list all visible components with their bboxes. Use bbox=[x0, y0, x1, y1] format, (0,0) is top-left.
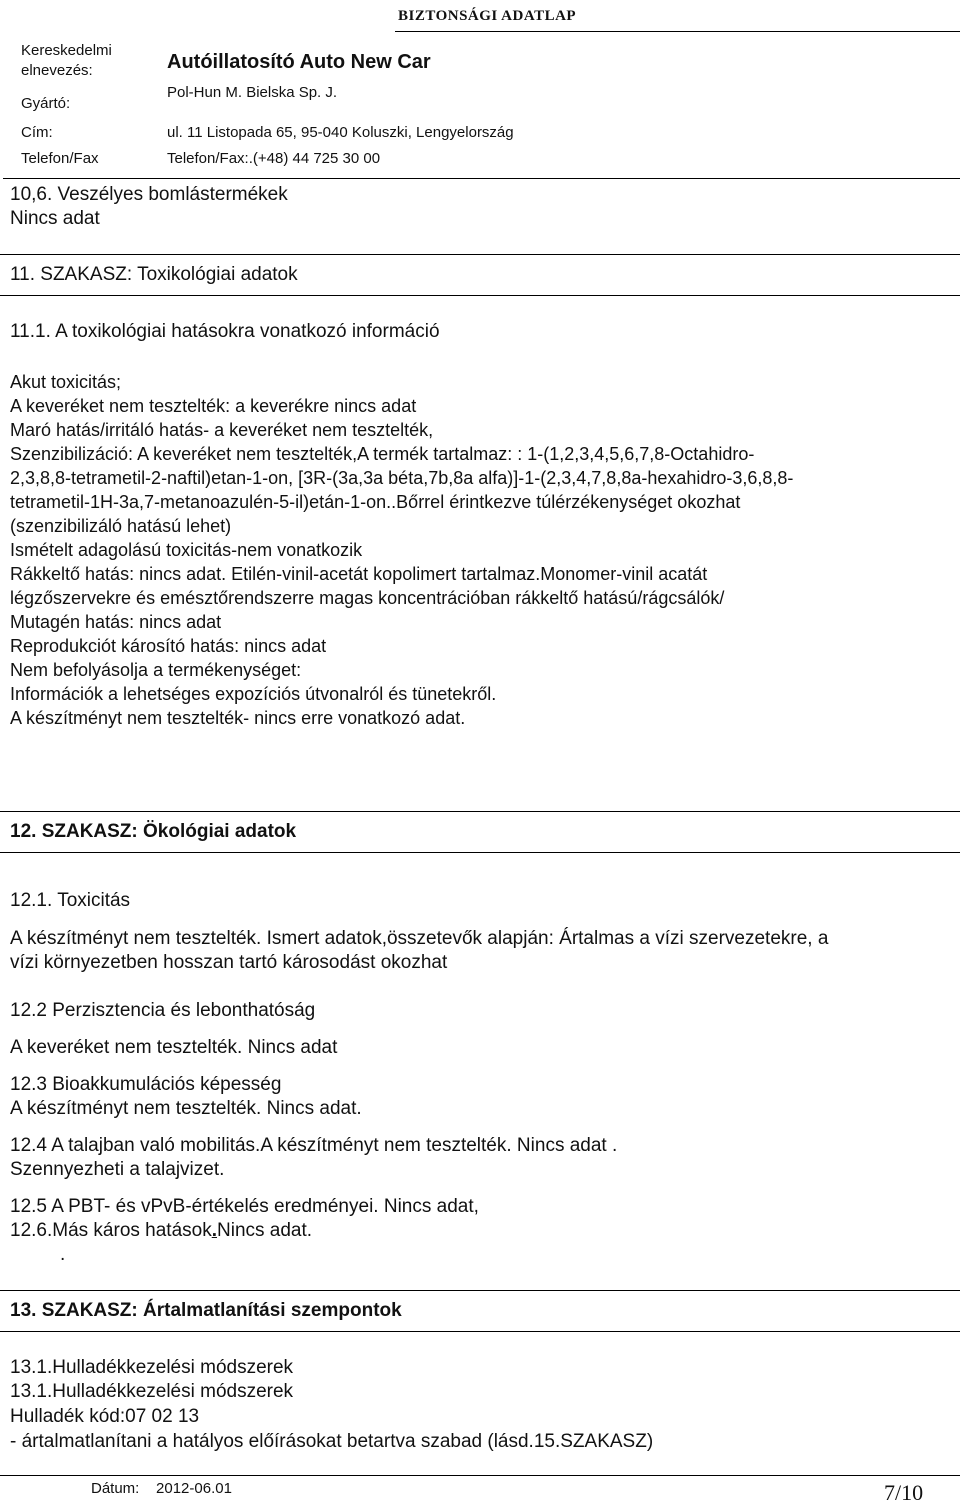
toxicology-text bbox=[10, 370, 793, 730]
waste-code: Hulladék kód:07 02 13 bbox=[10, 1406, 200, 1427]
disposal-text: - ártalmatlanítani a hatályos előírásokat betartva szabad (lásd.15.SZAKASZ) bbox=[10, 1431, 654, 1452]
toxicology-line: Ismételt adagolású toxicitás-nem vonatkozik bbox=[10, 540, 363, 560]
phone-value: Telefon/Fax:.(+48) 44 725 30 00 bbox=[167, 150, 381, 167]
footer-date bbox=[91, 1480, 232, 1497]
toxicology-line: Rákkeltő hatás: nincs adat. Etilén-vinil-acetát kopolimert tartalmaz.Monomer-vinil acatát bbox=[10, 564, 708, 584]
address-value: ul. 11 Listopada 65, 95-040 Koluszki, Lengyelország bbox=[167, 124, 514, 141]
trade-name-label-line2: elnevezés: bbox=[21, 62, 93, 79]
persistence-heading: 12.2 Perzisztencia és lebonthatóság bbox=[10, 1000, 316, 1021]
toxicology-line: Akut toxicitás; bbox=[10, 372, 122, 392]
trade-name-label-line1: Kereskedelmi bbox=[21, 42, 112, 59]
document-title: BIZTONSÁGI ADATLAP bbox=[398, 8, 577, 24]
section-12-title: 12. SZAKASZ: Ökológiai adatok bbox=[10, 821, 297, 842]
section-11-title: 11. SZAKASZ: Toxikológiai adatok bbox=[10, 264, 298, 285]
toxicity-text-line2: vízi környezetben hosszan tartó károsodást okozhat bbox=[10, 952, 448, 973]
mobility-text: 12.4 A talajban való mobilitás.A készítményt nem tesztelték. Nincs adat . bbox=[10, 1135, 618, 1156]
company-name: Autóillatosító Auto New Car bbox=[167, 51, 431, 73]
toxicology-line: 2,3,8,8-tetrametil-2-naftil)etan-1-on, [3R-(3a,3a béta,7b,8a alfa)]-1-(2,3,4,7,8,8a-hexahidro-3,6,8,8- bbox=[10, 468, 794, 488]
toxicology-line: légzőszervekre és emésztőrendszerre magas koncentrációban rákkeltő hatású/rágcsálók/ bbox=[10, 588, 725, 608]
section-13-header bbox=[0, 1290, 960, 1332]
waste-method-heading-1: 13.1.Hulladékkezelési módszerek bbox=[10, 1357, 294, 1378]
other-effects-prefix: 12.6.Más káros hatások bbox=[10, 1220, 212, 1241]
persistence-text: A keveréket nem tesztelték. Nincs adat bbox=[10, 1037, 338, 1058]
section-11-1-heading: 11.1. A toxikológiai hatásokra vonatkozó információ bbox=[10, 321, 440, 342]
footer-rule bbox=[0, 1475, 960, 1476]
section-13-title: 13. SZAKASZ: Ártalmatlanítási szempontok bbox=[10, 1300, 402, 1321]
toxicology-line: tetrametil-1H-3a,7-metanoazulén-5-il)etán-1-on..Bőrrel érintkezve túlérzékenységet okozhat bbox=[10, 492, 741, 512]
toxicology-line: A készítményt nem tesztelték- nincs erre vonatkozó adat. bbox=[10, 708, 466, 728]
waste-method-heading-2: 13.1.Hulladékkezelési módszerek bbox=[10, 1381, 294, 1402]
footer-date-label: Dátum: bbox=[91, 1480, 140, 1497]
stray-dot: . bbox=[60, 1244, 66, 1265]
other-effects-suffix: Nincs adat. bbox=[217, 1220, 313, 1241]
other-effects-text bbox=[10, 1220, 312, 1242]
toxicology-line: A keveréket nem tesztelték: a keverékre nincs adat bbox=[10, 396, 417, 416]
page-number: 7/10 bbox=[884, 1480, 924, 1505]
bioaccumulation-heading: 12.3 Bioakkumulációs képesség bbox=[10, 1074, 282, 1095]
toxicity-heading: 12.1. Toxicitás bbox=[10, 890, 131, 911]
manufacturer-label: Gyártó: bbox=[21, 95, 71, 112]
header-top-rule bbox=[395, 31, 960, 32]
header-bottom-rule bbox=[3, 178, 960, 179]
address-label: Cím: bbox=[21, 124, 53, 141]
toxicity-text-line1: A készítményt nem tesztelték. Ismert adatok,összetevők alapján: Ártalmas a vízi szervezetekre, a bbox=[10, 928, 829, 949]
toxicology-line: Információk a lehetséges expozíciós útvonalról és tünetekről. bbox=[10, 684, 497, 704]
toxicology-line: Nem befolyásolja a termékenységet: bbox=[10, 660, 302, 680]
other-effects-dot: . bbox=[211, 1220, 217, 1241]
section-10-6-heading: 10,6. Veszélyes bomlástermékek bbox=[10, 184, 288, 205]
section-12-header bbox=[0, 811, 960, 853]
toxicology-line: Reprodukciót károsító hatás: nincs adat bbox=[10, 636, 327, 656]
section-11-header bbox=[0, 254, 960, 296]
phone-label: Telefon/Fax bbox=[21, 150, 99, 167]
toxicology-line: Mutagén hatás: nincs adat bbox=[10, 612, 222, 632]
footer-date-value: 2012-06.01 bbox=[156, 1480, 232, 1497]
toxicology-line: (szenzibilizáló hatású lehet) bbox=[10, 516, 232, 536]
pbt-text: 12.5 A PBT- és vPvB-értékelés eredményei. Nincs adat, bbox=[10, 1196, 479, 1217]
manufacturer-value: Pol-Hun M. Bielska Sp. J. bbox=[167, 84, 338, 101]
toxicology-line: Maró hatás/irritáló hatás- a keveréket nem tesztelték, bbox=[10, 420, 434, 440]
section-10-6-text: Nincs adat bbox=[10, 208, 100, 229]
bioaccumulation-text: A készítményt nem tesztelték. Nincs adat. bbox=[10, 1098, 362, 1119]
mobility-text-line2: Szennyezheti a talajvizet. bbox=[10, 1159, 225, 1180]
toxicology-line: Szenzibilizáció: A keveréket nem tesztelték,A termék tartalmaz: : 1-(1,2,3,4,5,6,7,8-Octahidro- bbox=[10, 444, 755, 464]
